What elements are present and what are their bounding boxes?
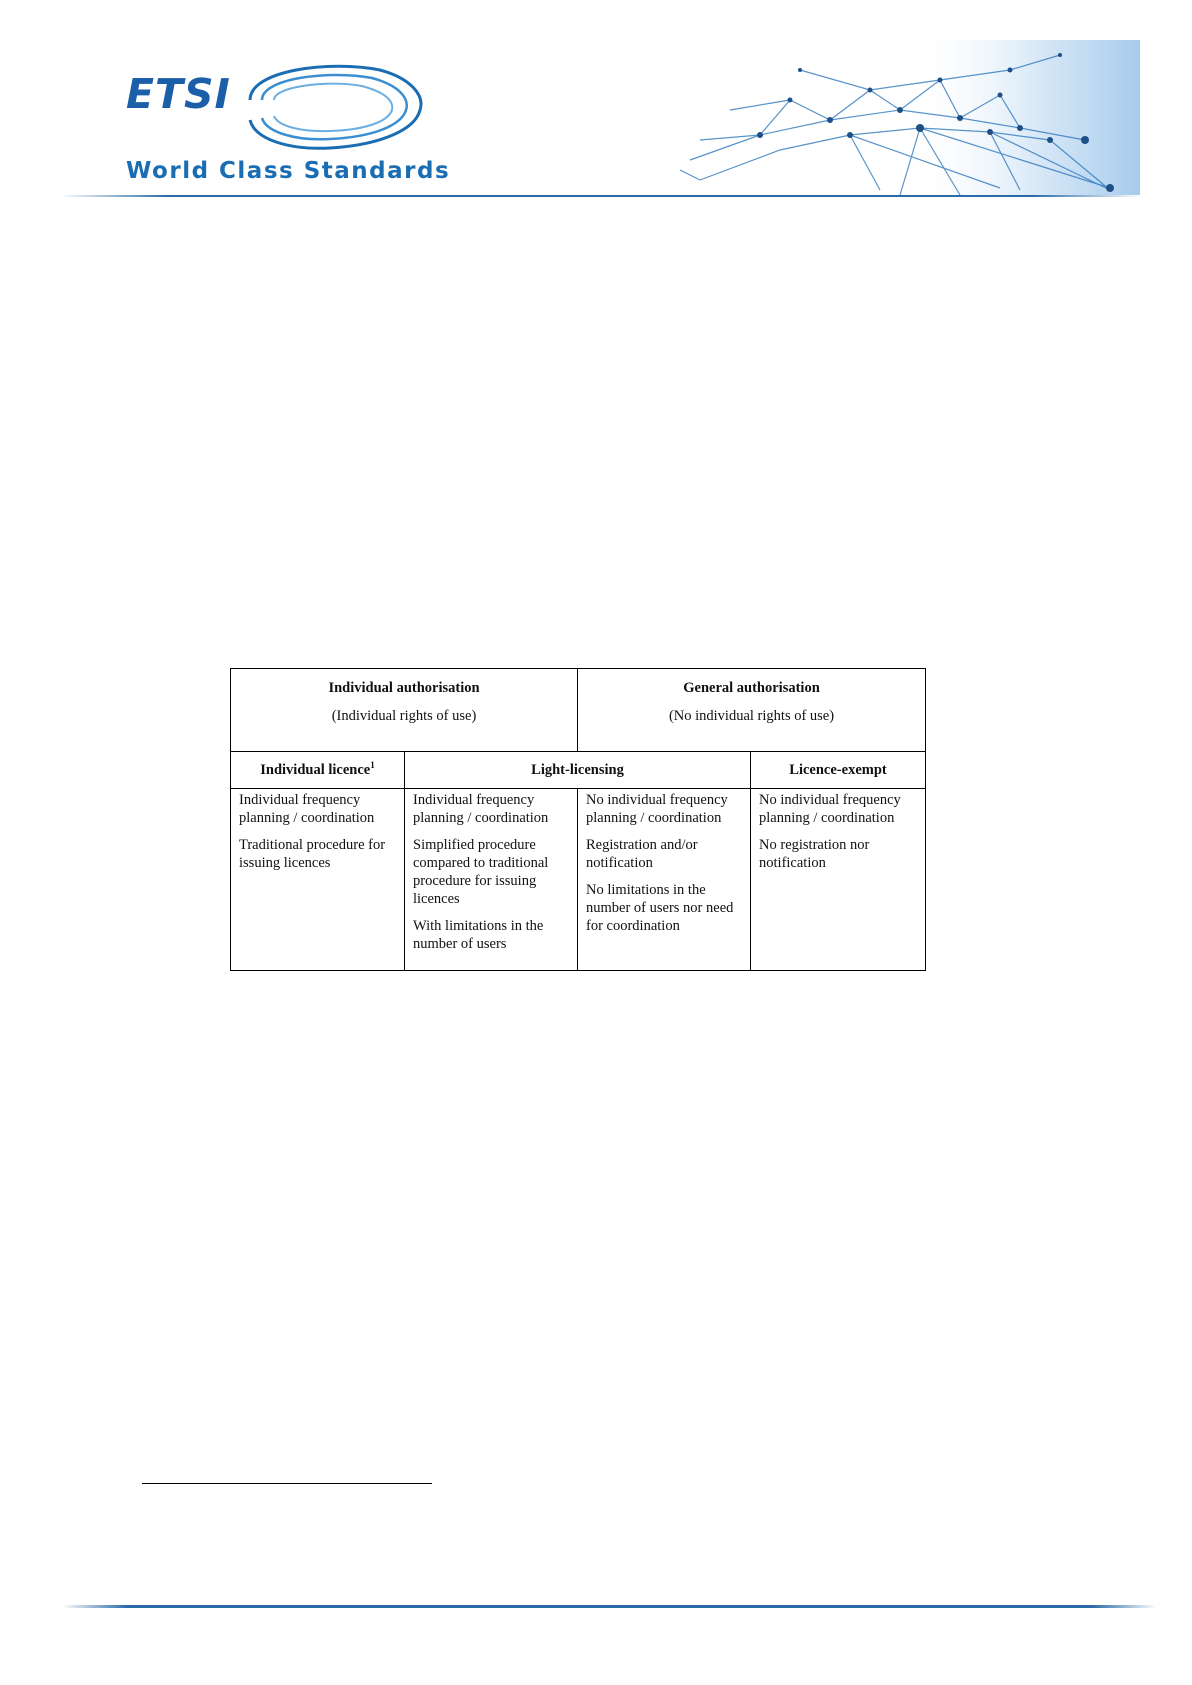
authorisation-table: [230, 668, 926, 971]
cell-text: Individual frequency planning / coordination: [239, 792, 375, 826]
cell-text: Individual frequency planning / coordination: [413, 792, 549, 826]
logo-tagline: World Class Standards: [126, 158, 451, 184]
footer-rule: [62, 1605, 1157, 1608]
general-authorisation-cell: [578, 669, 926, 752]
licence-exempt-header: [751, 752, 926, 789]
cell-text: No individual frequency planning / coordination: [586, 792, 728, 826]
column-cell: [231, 789, 405, 971]
header-label: Licence-exempt: [789, 762, 887, 778]
cell-heading: Individual authorisation: [328, 680, 480, 696]
column-cell: [578, 789, 751, 971]
cell-text: Simplified procedure compared to traditional procedure for issuing licences: [413, 837, 549, 907]
page-header: [0, 0, 1192, 205]
column-cell: [751, 789, 926, 971]
individual-licence-header: [231, 752, 405, 789]
column-cell: [405, 789, 578, 971]
cell-heading: General authorisation: [683, 680, 820, 696]
table-row: [231, 752, 926, 789]
individual-authorisation-cell: [231, 669, 578, 752]
cell-text: No registration nor notification: [759, 837, 870, 871]
cell-text: Registration and/or notification: [586, 837, 698, 871]
cell-text: Traditional procedure for issuing licences: [239, 837, 386, 871]
table-row: [231, 789, 926, 971]
cell-text: No limitations in the number of users nor need for coordination: [586, 882, 734, 934]
cell-text: No individual frequency planning / coordination: [759, 792, 901, 826]
footnote-marker: 1: [370, 760, 375, 771]
cell-text: With limitations in the number of users: [413, 918, 544, 952]
header-label: Light-licensing: [531, 762, 624, 778]
header-label: Individual licence: [260, 762, 371, 778]
cell-subheading: (No individual rights of use): [668, 708, 835, 724]
cell-subheading: (Individual rights of use): [331, 708, 477, 724]
table-row: [231, 669, 926, 752]
light-licensing-header: [405, 752, 751, 789]
footnote-separator: [142, 1483, 432, 1484]
etsi-logo-word: ETSI: [126, 70, 231, 118]
